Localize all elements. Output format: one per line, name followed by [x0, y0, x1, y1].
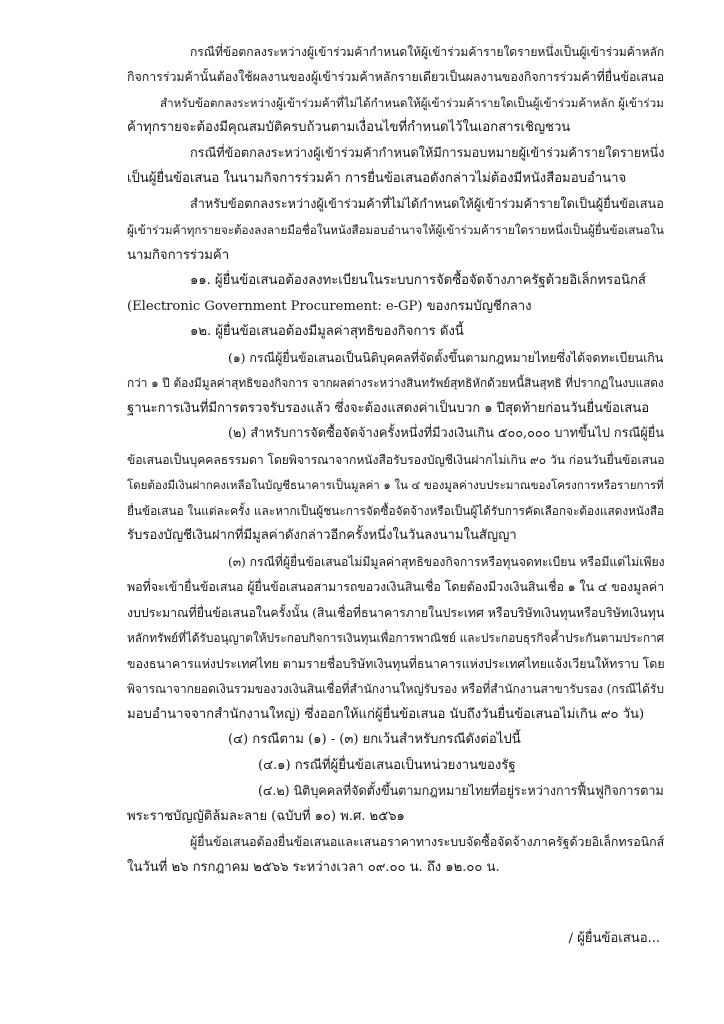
text-line-24: หลักทรัพย์ที่ได้รับอนุญาตให้ประกอบกิจการเงินทุนเพื่อการพาณิชย์ และประกอบธุรกิจค้ำประกันตามประกาศ [127, 631, 665, 645]
text-line-19: ยื่นข้อเสนอ ในแต่ละครั้ง และหากเป็นผู้ชนะการจัดซื้อจัดจ้างหรือเป็นผู้ได้รับการคัดเลือกจะต้องแสดงหนังสือ [127, 504, 665, 518]
text-line-25: ของธนาคารแห่งประเทศไทย ตามรายชื่อบริษัทเงินทุนที่ธนาคารแห่งประเทศไทยแจ้งเวียนให้ทราบ โดย [127, 656, 665, 671]
text-line-32: ผู้ยื่นข้อเสนอต้องยื่นข้อเสนอและเสนอราคาทางระบบจัดซื้อจัดจ้างภาครัฐด้วยอิเล็กทรอนิกส์ [190, 834, 665, 849]
text-line-13: (๑) กรณีผู้ยื่นข้อเสนอเป็นนิติบุคคลที่จัดตั้งขึ้นตามกฎหมายไทยซึ่งได้จดทะเบียนเกิน [228, 350, 664, 365]
text-line-7: สำหรับข้อตกลงระหว่างผู้เข้าร่วมค้าที่ไม่ได้กำหนดให้ผู้เข้าร่วมค้ารายใดเป็นผู้ยื่นข้อเสนอ [190, 197, 664, 212]
text-line-8: ผู้เข้าร่วมค้าทุกรายจะต้องลงลายมือชื่อในหนังสือมอบอำนาจให้ผู้เข้าร่วมค้ารายใดรายหนึ่งเป็นผู้ยื่นข้อเสนอใน [127, 223, 664, 237]
clause-11-heading: ๑๑. ผู้ยื่นข้อเสนอต้องลงทะเบียนในระบบการจัดซื้อจัดจ้างภาครัฐด้วยอิเล็กทรอนิกส์ [190, 273, 646, 288]
clause-12-heading: ๑๒. ผู้ยื่นข้อเสนอต้องมีมูลค่าสุทธิของกิจการ ดังนี้ [190, 324, 464, 339]
text-line-4: ค้าทุกรายจะต้องมีคุณสมบัติครบถ้วนตามเงื่อนไขที่กำหนดไว้ในเอกสารเชิญชวน [127, 120, 571, 135]
text-line-3: สำหรับข้อตกลงระหว่างผู้เข้าร่วมค้าที่ไม่ได้กำหนดให้ผู้เข้าร่วมค้ารายใดเป็นผู้เข้าร่วมค้าหลัก ผู้เข้าร่วม [160, 96, 664, 110]
text-line-31: พระราชบัญญัติล้มละลาย (ฉบับที่ ๑๐) พ.ศ. ๒๕๖๑ [127, 809, 405, 824]
text-line-29: (๔.๑) กรณีที่ผู้ยื่นข้อเสนอเป็นหน่วยงานของรัฐ [258, 758, 516, 773]
text-line-22: พอที่จะเข้ายื่นข้อเสนอ ผู้ยื่นข้อเสนอสามารถขอวงเงินสินเชื่อ โดยต้องมีวงเงินสินเชื่อ ๑ ใน ๔ ของมูลค่า [127, 579, 665, 594]
text-line-26: พิจารณาจากยอดเงินรวมของวงเงินสินเชื่อที่สำนักงานใหญ่รับรอง หรือที่สำนักงานสาขารับรอง (กรณีได้รับ [127, 682, 664, 696]
text-line-33: ในวันที่ ๒๖ กรกฎาคม ๒๕๖๖ ระหว่างเวลา ๐๙.๐๐ น. ถึง ๑๒.๐๐ น. [127, 860, 500, 875]
text-line-21: (๓) กรณีที่ผู้ยื่นข้อเสนอไม่มีมูลค่าสุทธิของกิจการหรือทุนจดทะเบียน หรือมีแต่ไม่เพียง [228, 555, 665, 569]
text-line-23: งบประมาณที่ยื่นข้อเสนอในครั้งนั้น (สินเชื่อที่ธนาคารภายในประเทศ หรือบริษัทเงินทุนหรือบริษัทเงินทุน [127, 605, 665, 620]
text-line-15: ฐานะการเงินที่มีการตรวจรับรองแล้ว ซึ่งจะต้องแสดงค่าเป็นบวก ๑ ปีสุดท้ายก่อนวันยื่นข้อเสนอ [127, 401, 650, 416]
text-line-20: รับรองบัญชีเงินฝากที่มีมูลค่าดังกล่าวอีกครั้งหนึ่งในวันลงนามในสัญญา [127, 528, 517, 543]
text-line-28: (๔) กรณีตาม (๑) - (๓) ยกเว้นสำหรับกรณีดังต่อไปนี้ [228, 732, 521, 747]
text-line-17: ข้อเสนอเป็นบุคคลธรรมดา โดยพิจารณาจากหนังสือรับรองบัญชีเงินฝากไม่เกิน ๙๐ วัน ก่อนวันยื่นข้อเสนอ [127, 453, 665, 467]
page-continuation: / ผู้ยื่นข้อเสนอ... [568, 931, 660, 946]
text-line-18: โดยต้องมีเงินฝากคงเหลือในบัญชีธนาคารเป็นมูลค่า ๑ ใน ๔ ของมูลค่างบประมาณของโครงการหรือรายการที่ [127, 478, 664, 492]
text-line-27: มอบอำนาจจากสำนักงานใหญ่) ซึ่งออกให้แก่ผู้ยื่นข้อเสนอ นับถึงวันยื่นข้อเสนอไม่เกิน ๙๐ วัน) [127, 707, 645, 722]
text-line-2: กิจการร่วมค้านั้นต้องใช้ผลงานของผู้เข้าร่วมค้าหลักรายเดียวเป็นผลงานของกิจการร่วมค้าที่ยื่นข้อเสนอ [127, 69, 665, 84]
text-line-16: (๒) สำหรับการจัดซื้อจัดจ้างครั้งหนึ่งที่มีวงเงินเกิน ๕๐๐,๐๐๐ บาทขึ้นไป กรณีผู้ยื่น [228, 426, 664, 441]
text-line-11: (Electronic Government Procurement: e-GP) ของกรมบัญชีกลาง [127, 299, 532, 314]
text-line-30: (๔.๒) นิติบุคคลที่จัดตั้งขึ้นตามกฎหมายไทยที่อยู่ระหว่างการฟื้นฟูกิจการตาม [258, 783, 664, 798]
text-line-6: เป็นผู้ยื่นข้อเสนอ ในนามกิจการร่วมค้า การยื่นข้อเสนอดังกล่าวไม่ต้องมีหนังสือมอบอำนาจ [127, 171, 627, 186]
text-line-5: กรณีที่ข้อตกลงระหว่างผู้เข้าร่วมค้ากำหนดให้มีการมอบหมายผู้เข้าร่วมค้ารายใดรายหนึ่ง [190, 146, 665, 161]
text-line-14: กว่า ๑ ปี ต้องมีมูลค่าสุทธิของกิจการ จากผลต่างระหว่างสินทรัพย์สุทธิหักด้วยหนี้สินสุทธิ ที่ปรากฏในงบแสดง [127, 376, 664, 390]
text-line-1: กรณีที่ข้อตกลงระหว่างผู้เข้าร่วมค้ากำหนดให้ผู้เข้าร่วมค้ารายใดรายหนึ่งเป็นผู้เข้าร่วมค้าหลัก [190, 45, 665, 59]
text-line-9: นามกิจการร่วมค้า [127, 248, 230, 263]
